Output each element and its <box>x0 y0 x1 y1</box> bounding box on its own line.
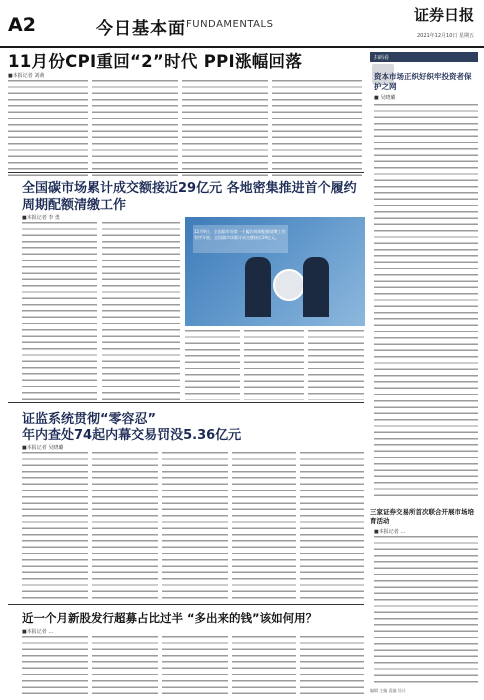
body-col <box>300 452 364 602</box>
section-en: FUNDAMENTALS <box>186 19 274 30</box>
headline-cpi[interactable]: 11月份CPI重回“2”时代 PPI涨幅回落 <box>8 52 303 71</box>
headline-ipo[interactable]: 近一个月新股发行超募占比过半 “多出来的钱”该如何用？ <box>22 611 318 625</box>
headline-csrc-line2[interactable]: 年内查处74起内幕交易罚没5.36亿元 <box>22 428 242 443</box>
headline-csrc-line1[interactable]: 证监系统贯彻“零容忍” <box>22 412 157 427</box>
divider <box>8 604 364 605</box>
headline-carbon[interactable]: 全国碳市场累计成交额接近29亿元 各地密集推进首个履约周期配额清缴工作 <box>22 181 357 213</box>
body-col <box>182 80 268 176</box>
body-col <box>162 636 228 696</box>
byline-cpi: ■本报记者 刘萌 <box>8 73 45 79</box>
body-col <box>22 452 88 602</box>
byline-carbon: ■本报记者 李 勇 <box>22 215 60 221</box>
masthead: 证券日报 <box>413 6 474 24</box>
person-figure <box>303 257 329 317</box>
body-col <box>162 452 228 602</box>
byline-ipo: ■本报记者 … <box>22 629 54 635</box>
body-col <box>232 636 296 696</box>
sidebar-byline: ■ 吴晓璐 <box>374 95 396 101</box>
photo-caption: 12月9日，全国碳市场第一个履约周期配额清缴工作有序开展。全国碳市场累计成交额接近29亿元。 <box>194 229 286 240</box>
sidebar-second-headline[interactable]: 三家证券交易所首次联合开展市场培育活动 <box>370 508 474 525</box>
body-col <box>308 330 364 400</box>
byline-csrc: ■本报记者 吴晓璐 <box>22 445 64 451</box>
divider <box>8 172 364 173</box>
footer: 编辑 主编 责编 设计 <box>370 688 406 693</box>
section-title: 今日基本面 <box>96 19 186 39</box>
sidebar-headline[interactable]: 资本市场正织好织牢投资者保护之网 <box>374 72 472 91</box>
sidebar-body <box>374 536 478 684</box>
sidebar-label: 扫码看 <box>370 52 478 62</box>
body-col <box>300 636 364 696</box>
dateline: 2021年12月10日 星期五 <box>416 33 474 39</box>
sidebar-body <box>374 104 478 496</box>
body-col <box>22 222 97 400</box>
body-col <box>185 330 240 400</box>
body-col <box>232 452 296 602</box>
body-col <box>92 452 158 602</box>
body-col <box>102 222 180 400</box>
person-figure <box>245 257 271 317</box>
coin-icon <box>273 269 305 301</box>
body-col <box>8 80 88 176</box>
page-code: A2 <box>8 14 36 36</box>
divider <box>8 402 364 403</box>
body-col <box>92 636 158 696</box>
news-photo[interactable] <box>185 217 365 326</box>
body-col <box>22 636 88 696</box>
sidebar-second-byline: ■本报记者 … <box>374 529 406 535</box>
body-col <box>272 80 362 176</box>
body-col <box>92 80 178 176</box>
body-col <box>244 330 304 400</box>
